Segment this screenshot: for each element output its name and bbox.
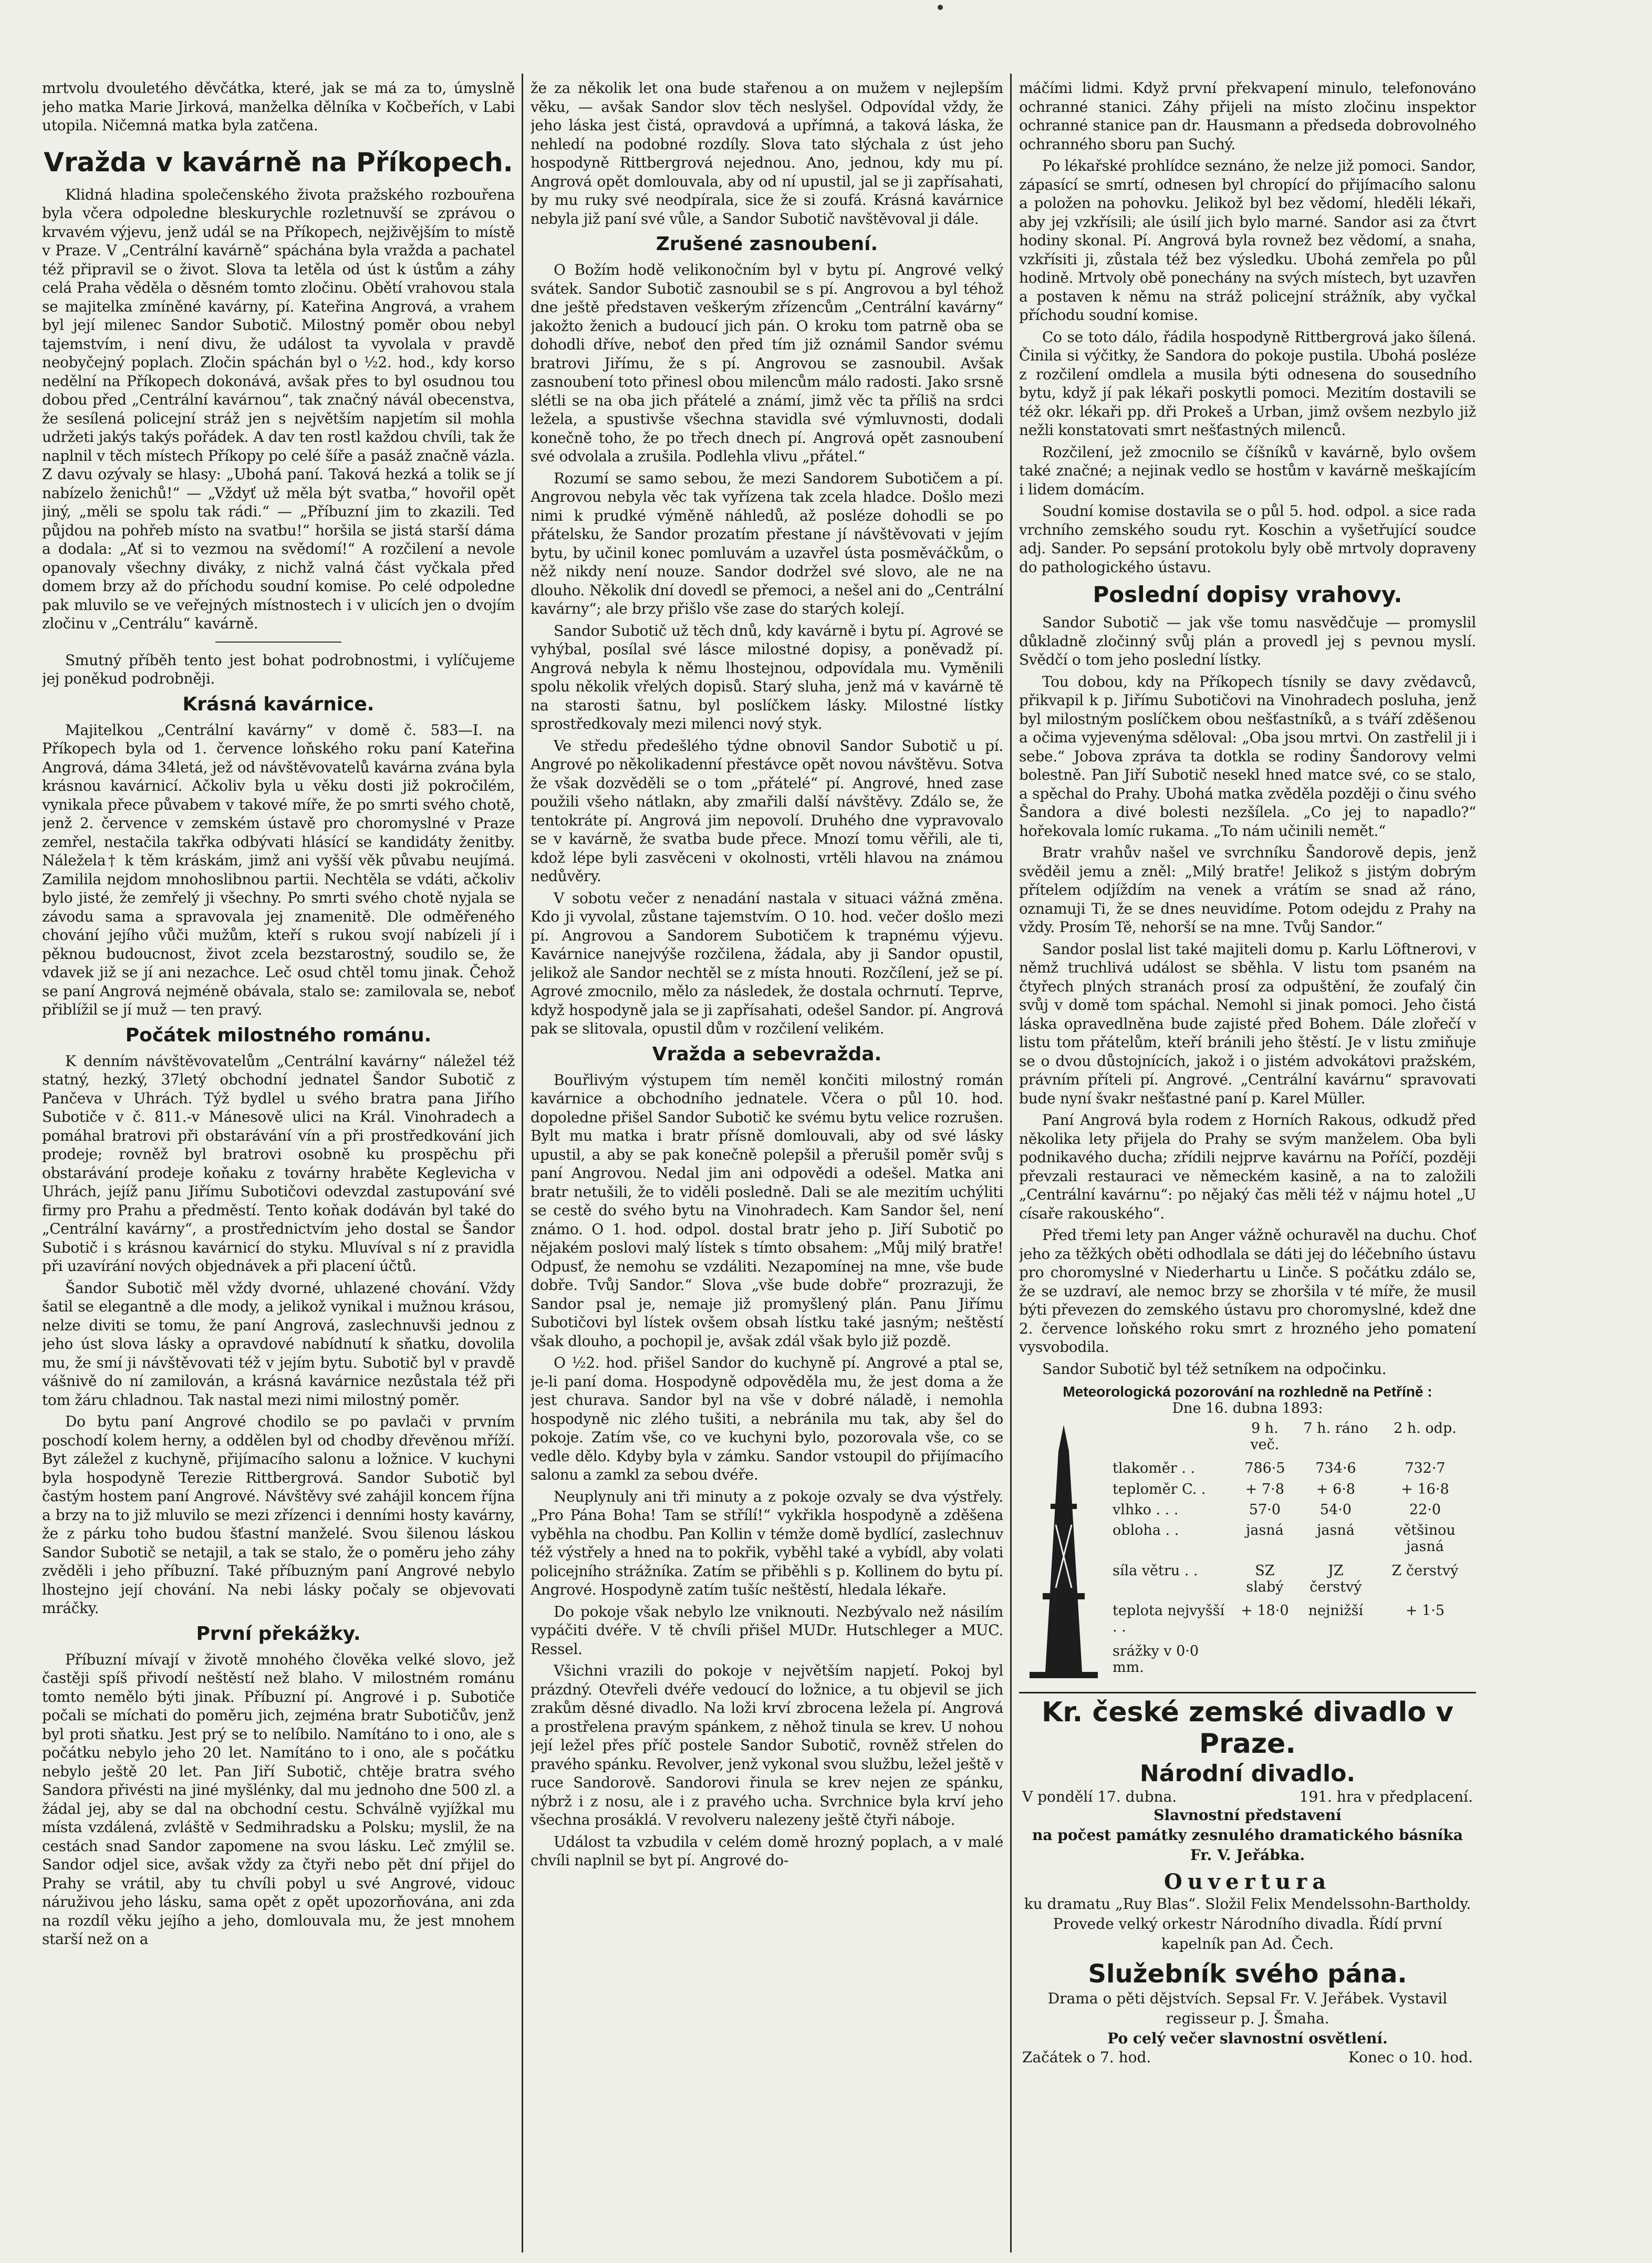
article-paragraph: Po lékařské prohlídce seznáno, že nelze již pomoci. Sandor, zápasící se smrtí, odnesen byl chropící do přijímacího salonu a položen na pohovku. Jelikož byl bez vědomí, hleděli lékaři, aby jej vzkřísili; ale úsilí jich bylo marné. Sandor asi za čtvrt hodiny skonal. Pí. Angrová byla rovnež bez vědomí, a snaha, vzkřísiti ji, zůstala též bez výsledku. Ubohá zemřela po půl hodině. Mrtvoly obě ponechány na svých místech, byt uzavřen a postaven k němu na stráž policejní strážník, aby vyčkal příchodu soudní komise.	[1019, 157, 1476, 324]
article-paragraph: Rozumí se samo sebou, že mezi Sandorem Subotičem a pí. Angrovou nebyla věc tak vyřízena tak zcela hladce. Došlo mezi nimi k prudké výměně náhledů, až posléze dohodli se po přátelsku, že Sandor prozatím přestane jí návštěvovati v jejím bytu, by učinil konec pomluvám a uzavřel ústa posměváčkům, o něž nikdy není nouze. Sandor dodržel své slovo, ale ne na dlouho. Několik dní dovedl se přemoci, a nešel ani do „Centrální kavárny“; ale brzy přišlo vše zase do starých kolejí.	[531, 469, 1003, 617]
article-paragraph: Všichni vrazili do pokoje v největším napjetí. Pokoj byl prázdný. Otevřeli dvéře vedoucí do ložnice, a tu objevil se jich zrakům děsné divadlo. Na loži krví zbrocena ležela pí. Angrová a prostřelena pravým spánkem, z něhož tinula se krev. U nohou její ležel přes příč postele Sandor Subotič, rovněž střelen do pravého spánku. Revolver, jenž vykonal svou službu, ležel ještě v ruce Sandorově. Sandorovi řinula se krev nejen ze spánku, nýbrž i z nosu, ale i z pravého ucha. Svrchnice byla krví jeho všechna prosáklá. V revolveru nalezeny ještě čtyři náboje.	[531, 1662, 1003, 1828]
subheading: Poslední dopisy vrahovy.	[1093, 582, 1402, 607]
weather-row-label: tlakoměr . .	[1113, 1460, 1196, 1477]
weather-cell: 57·0	[1249, 1502, 1281, 1518]
theatre-overture: Ouvertura	[1163, 1869, 1332, 1894]
weather-row-label: srážky v 0·0 mm.	[1113, 1642, 1199, 1676]
weather-cell: + 6·8	[1316, 1481, 1355, 1497]
weather-cell: SZ slabý	[1246, 1562, 1284, 1595]
article-paragraph: Bouřlivým výstupem tím neměl končiti milostný román kavárnice a obchodního jednatele. Včera o půl 10. hod. dopoledne přišel Sandor Subotič ke svému bytu velice rozrušen. Bylt mu matka i bratr přísně domlouvali, aby od své lásky upustil, a aby se pak konečně polepšil a přerušil poměr svůj s paní Angrovou. Nedal jim ani odpovědi a odešel. Matka ani bratr netušili, že to viděli posledně. Dali se ale mezitím uchýliti se cestě do svého bytu na Vinohradech. Kam Sandor šel, není známo. O 1. hod. odpol. dostal bratr jeho p. Jiří Subotič po nějakém poslovi malý lístek s tímto obsahem: „Můj milý bratře! Odpusť, že nemohu se vzdáliti. Nezapomínej na mne, vše bude dobře. Tvůj Sandor.“ Slova „vše bude dobře“ prozrazuji, že Sandor psal je, nemaje již promyšlený plán. Panu Jiřímu Subotičovi byl lístek ovšem obsah lístku také jasným; neštěstí však dlouho, a pochopil je, avšak zdál však bylo již pozdě.	[531, 1071, 1003, 1350]
weather-cell: 786·5	[1244, 1460, 1285, 1477]
article-paragraph: Sandor Subotič už těch dnů, kdy kavárně i bytu pí. Agrové se vyhýbal, posílal své lásce milostné dopisy, a poněvadž pí. Angrová nebyla k němu lhostejnou, odpovídala mu. Vyměnili spolu několik vřelých dopisů. Starý sluha, jenž má v kavárně tě na starosti šatnu, byl poslíčkem lásky. Milostné lístky sprostředkovaly mezi milenci nový styk.	[531, 622, 1003, 732]
theatre-special: Slavnostní představení	[1154, 1806, 1342, 1824]
theatre-title: Kr. české zemské divadlo v Praze.	[1041, 1697, 1453, 1760]
weather-col-head: 2 h. odp.	[1394, 1420, 1457, 1437]
weather-cell: + 7·8	[1245, 1481, 1284, 1497]
theatre-overture-line: Provede velký orkestr Národního divadla. Řídí první kapelník pan Ad. Čech.	[1053, 1915, 1442, 1952]
article-paragraph: O ½2. hod. přišel Sandor do kuchyně pí. Angrové a ptal se, je-li paní doma. Hospodyně odpověděla mu, že jest doma a že jest churava. Sandor byl na vše v dobré náladě, i nemohla hospodyně nic zlého tušiti, a nebránila mu tak, aby šel do pokoje. Zatím vše, co ve kuchyni bylo, pozorovala vše, co se vedle dělo. Kdyby byla v zámku. Sandor vstoupil do přijímacího salonu a zamkl za sebou dvéře.	[531, 1354, 1003, 1483]
article-paragraph: Příbuzní mívají v životě mnohého člověka velké slovo, jež častěji spíš přivodí neštěstí než blaho. V milostném románu tomto nemělo býti jinak. Příbuzní pí. Angrové i p. Subotiče počali se míchati do poměru jich, zejména bratr Subotičův, jenž byl proti sňatku. Jest prý se to nelíbilo. Namítáno to i ono, ale s počátku nebylo jeho 20 let. Namítáno to i ono, ale s počátku nebylo ještě 20 let. Pan Jiří Subotič, chtěje bratra svého Sandora přivésti na jiné myšlénky, dal mu jednoho dne 500 zl. a žádal jej, aby se dal na obchodní cestu. Schválně vyjížkal mu místa vzdálená, zvláště v Sedmihradsku a Polsku; myslil, že na cestách snad Sandor zapomene na svou lásku. Leč zmýlil se. Sandor odjel sice, avšak vždy za čtyři nebo pět dní přijel do Prahy se vrátil, aby tu chvíli pobyl u své Angrové, vidouc náruživou jeho lásku, sama opět z opět upozorňována, ani zda na rozdíl věku jejího a jeho, domlouvala mu, že jest mnohem starší než on a	[42, 1650, 515, 1948]
weather-row-label: obloha . .	[1113, 1522, 1179, 1539]
column-3	[1019, 79, 1476, 2249]
petrin-tower-icon	[1019, 1420, 1108, 1682]
weather-row-label: teplota nejvyšší . .	[1113, 1603, 1225, 1636]
weather-cell: většinou jasná	[1395, 1522, 1456, 1555]
article-paragraph: Před třemi lety pan Anger vážně ochuravěl na duchu. Choť jeho za těžkých oběti odhodlala se dáti jej do léčebního ústavu pro choromyslné v Niederhartu u Linče. S počátku zdálo se, že se uzdraví, ale nemoc brzy se zhoršila v té míře, že musil býti převezen do zemského ústavu pro choromyslné, kdež dne 2. července loňského roku smrt z hrozného jeho pomatení vysvobodila.	[1019, 1226, 1476, 1356]
weather-col-head: 9 h. več.	[1250, 1420, 1280, 1453]
article-paragraph: Klidná hladina společenského života pražského rozbouřena byla včera odpoledne bleskurychle rozletnuvší se zprávou o krvavém výjevu, jenž udál se na Příkopech, nejživějším to místě v Praze. V „Centrální kavárně“ spáchána byla vražda a pachatel též připravil se o život. Slova ta letěla od úst k ústům a záhy celá Praha věděla o děsném tomto zločinu. Obětí vrahovou stala se majitelka zmíněné kavárny, pí. Kateřina Angrová, a vrahem byl její milenec Sandor Subotič. Milostný poměr obou nebyl tajemstvím, i není divu, že událost ta vyvolala v pravdě neobyčejný poplach. Zločin spáchán byl o ½2. hod., kdy korso nedělní na Příkopech dokonává, avšak přes to byl osudnou tou dobou před „Centrální kavárnou“, tak značný návál obecenstva, že sesílená policejní stráž jen s největším napjetím sil mohla udržeti jakýs takýs pořádek. A dav ten rostl každou chvíli, tak že naplnil v těch místech Příkopy po celé šíře a pasáž značně vázla. Z davu ozývaly se hlasy: „Ubohá paní. Taková hezká a tolik se jí nabízelo ženichů!“ — „Vždyť už měla být svatba,“ hovořil opět jiný, „měli se spolu tak rádi.“ — „Příbuzní jim to zkazili. Teď půjdou na pohřeb místo na svatbu!“ horšila se jistá starší dáma a dodala: „Ať si to vezmou na svědomí!“ A rozčilení a nevole opanovaly všechny diváky, z nichž valná část vyčkala před domem brzy až do příchodu soudní komise. Po celé odpoledne pak mluvilo se ve veřejných místnostech i v ulicích jen o dvojím zločinu v „Centrálu“ kavárně.	[42, 185, 515, 632]
weather-cell: Z čerstvý	[1391, 1562, 1459, 1579]
weather-box	[1019, 1383, 1476, 1682]
weather-row-label: síla větru . .	[1113, 1562, 1198, 1579]
weather-cell: JZ čerstvý	[1310, 1562, 1362, 1595]
weather-table	[1108, 1420, 1476, 1682]
article-paragraph: Událost ta vzbudila v celém domě hrozný poplach, a v malé chvíli naplnil se byt pí. Angrové do-	[531, 1833, 1003, 1869]
weather-cell: + 18·0	[1241, 1603, 1289, 1619]
article-paragraph: Rozčilení, jež zmocnilo se číšníků v kavárně, bylo ovšem také značné; a nejinak vedlo se hostům v kavárně meškajícím i lidem domácím.	[1019, 443, 1476, 498]
article-paragraph: Tou dobou, kdy na Příkopech tísnily se davy zvědavců, přikvapil k p. Jiřímu Subotičovi na Vinohradech posluha, jenž byl milostným poslíčkem obou nešťastníků, a s tváří zděšenou a očima vyjevenýma sděloval: „Oba jsou mrtvi. On zastřelil ji i sebe.“ Jobova zpráva ta dotkla se rodiny Šandorovy velmi bolestně. Pan Jiří Subotič nesekl hned matce své, co se stalo, a spěchal do Prahy. Ubohá matka zvěděla později o činu svého Šandora a divé bolesti nezšílela. „Co jej to napadlo?“ hořekovala lomíc rukama. „To nám učinili nemět.“	[1019, 673, 1476, 840]
article-paragraph: Co se toto dálo, řádila hospodyně Rittbergrová jako šílená. Činila si výčitky, že Sandora do pokoje pustila. Ubohá posléze z rozčilení omdlela a musila býti odnesena do sousedního bytu, když jí pak lékaři poskytli pomoci. Mezitím dostavili se též okr. lékaři pp. dři Prokeš a Urban, jimž ovšem nezbylo již nežli konstatovati smrt nešťastných milenců.	[1019, 328, 1476, 439]
article-paragraph: V sobotu večer z nenadání nastala v situaci vážná změna. Kdo ji vyvolal, zůstane tajemstvím. O 10. hod. večer došlo mezi pí. Angrovou a Sandorem Subotičem k trapnému výjevu. Kavárnice nanejvýše rozčilena, žádala, aby ji Sandor opustil, jelikož ale Sandor nechtěl se z místa hnouti. Rozčílení, jež se pí. Agrové zmocnilo, mělo za následek, že dostala ochrnutí. Teprve, když hospodyně jala se ji zapřísahati, odešel Sandor. pí. Angrová pak se slitovala, opustil dům v rozčilení velikém.	[531, 889, 1003, 1037]
theatre-play-title: Služebník svého pána.	[1088, 1959, 1407, 1989]
weather-cell: jasná	[1245, 1522, 1284, 1539]
subheading: Vražda a sebevražda.	[652, 1043, 882, 1065]
article-paragraph: Bratr vrahův našel ve svrchníku Šandorově depis, jenž svěděil jemu a zněl: „Milý bratře! Jelikož s jistým dobrým přítelem odjíždím na venek a vrátím se snad až ráno, oznamuji Ti, že se dnes neuvidíme. Potom odejdu z Prahy na vždy. Prosím Tě, nehorší se na mne. Tvůj Sandor.“	[1019, 844, 1476, 936]
article-paragraph: Majitelkou „Centrální kavárny“ v domě č. 583—I. na Příkopech byla od 1. července loňského roku paní Kateřina Angrová, dáma 34letá, jež od návštěvovatelů kavárna zvána byla krásnou kavárnicí. Ačkoliv byla u věku dosti již pokročilém, vynikala přece půvabem v takové míře, že po smrti svého chotě, jenž 2. července v zemském ústavě pro choromyslné v Praze zemřel, nestačila takřka odbývati hlásící se kandidáty ženitby. Náležela† k těm kráskám, jimž ani vyšší věk půvabu neujímá. Zamilila nejdom mnohoslibnou partii. Nechtěla se vdáti, ačkoliv bylo jisté, že zemřelý ji všechny. Po smrti svého chotě nyjala se závodu sama a spravovala jej znamenitě. Dle odměřeného chování jejího vůči mužům, kteří s rukou svojí nabízeli jí i pěknou budoucnost, život zcela bezstarostný, soudilo se, že vdavek již se jí ani nezachce. Leč osud chtěl tomu jinak. Čehož se paní Angrová nejméně obávala, stalo se: zamilovala se, neboť přiblížil se jí muž — ten pravý.	[42, 721, 515, 1018]
column-rule	[1010, 74, 1012, 2252]
weather-cell	[1297, 1642, 1374, 1682]
theatre-honoree: Fr. V. Jeřábka.	[1190, 1846, 1305, 1864]
weather-cell: nejnižší	[1308, 1603, 1364, 1619]
theatre-date: V pondělí 17. dubna.	[1022, 1788, 1177, 1805]
weather-date: Dne 16. dubna 1893:	[1172, 1400, 1323, 1417]
column-rule	[522, 74, 523, 2252]
article-paragraph: Neuplynuly ani tři minuty a z pokoje ozvaly se dva výstřely. „Pro Pána Boha! Tam se střílí!“ vykřikla hospodyně a zděšena vyběhla na chodbu. Pan Kollin v témže domě bydlící, zaslechnuv též výstřely a hned na to pokřik, vyběhl také a vybídl, aby volati policejního strážníka. Zatím se přiběhli s p. Kollinem do bytu pí. Angrové. Hospodyně zatím tušíc neštěstí, hledala lékaře.	[531, 1487, 1003, 1598]
weather-cell: 732·7	[1405, 1460, 1446, 1477]
headline-vrazda: Vražda v kavárně na Příkopech.	[44, 147, 513, 178]
column-2	[531, 79, 1003, 2249]
theatre-note: Po celý večer slavnostní osvětlení.	[1107, 2030, 1388, 2047]
article-paragraph: O Božím hodě velikonočním byl v bytu pí. Angrové velký svátek. Sandor Subotič zasnoubil se s pí. Angrovou a byl téhož dne ještě představen veškerým zřízencům „Centrální kavárny“ jakožto ženich a budoucí jich pán. O kroku tom patrně oba se dohodli dříve, neboť den před tím již oznámil Sandor svému bratrovi Jiřímu, že s pí. Angrovou se zasnoubil. Avšak zasnoubení toto přinesl obou milencům málo radosti. Jako srsně slétli se na oba jich přátelé a známí, jimž věc ta příliš na srdci ležela, a spustivše všechna stavidla své výmluvnosti, dodali konečně toho, že po třech dnech pí. Angrová opět zasnoubení své odvolala a zrušila. Podlehla vlivu „přátel.“	[531, 261, 1003, 465]
weather-cell: 734·6	[1315, 1460, 1356, 1477]
article-paragraph: Sandor Subotič — jak vše tomu nasvědčuje — promyslil důkladně zločinný svůj plán a provedl jej s pevnou myslí. Svědčí o tom jeho poslední lístky.	[1019, 614, 1476, 668]
article-paragraph: máčími lidmi. Když první překvapení minulo, telefonováno ochranné stanici. Záhy přijeli na místo zločinu inspektor ochranné stanice pan dr. Hausmann a předseda dobrovolného ochranného sboru pan Suchý.	[1019, 79, 1476, 153]
article-paragraph: Sandor Subotič byl též setníkem na odpočinku.	[1042, 1360, 1387, 1378]
theatre-announcement	[1019, 1692, 1476, 2066]
theatre-start: Začátek o 7. hod.	[1022, 2049, 1151, 2066]
article-paragraph: Ve středu předešlého týdne obnovil Sandor Subotič u pí. Angrové po několikadenní přestávce opět novou návštěvu. Sotva že však dozvěděli se o tom „přátelé“ pí. Angrové, hned zase použili všeho nátlakn, aby zmařili další návštěvy. Zdálo se, že tentokráte pí. Angrová jim nepovolí. Druhého dne vypravovalo se v kavárně, že svatba bude přece. Mnozí tomu věřili, ale ti, kdož lépe byli zasvěceni v okolnosti, vrtěli hlavou na známou nedůvěry.	[531, 737, 1003, 885]
article-paragraph: Sandor poslal list také majiteli domu p. Karlu Löftnerovi, v němž truchlivá událost se sběhla. V listu tom psaném na čtyřech plných stranách prosí za odpuštění, že zoufalý čin svůj v domě tom spáchal. Nemohl si jinak pomoci. Jeho čistá láska opravedlněna bude zajisté před Bohem. Dále zlořečí v listu tom přátelům, kteří bránili jeho štěstí. Je v listu zmiňuje se o dvou důstojnících, jakož i o jistém advokátovi pražském, právním příteli pí. Angrové. „Centrální kavárnu“ spravovati bude nyní švakr nešťastné paní p. Karel Müller.	[1019, 940, 1476, 1107]
article-paragraph: Paní Angrová byla rodem z Horních Rakous, odkudž před několika lety přijela do Prahy se svým manželem. Oba byli podnikavého ducha; zřídili nejprve kavárnu na Poříčí, později převzali restauraci ve německém kasině, a na to založili „Centrální kavárnu“: po nějaký čas měli též v nájmu hotel „U císaře rakouského“.	[1019, 1111, 1476, 1222]
theatre-subtitle: Národní divadlo.	[1139, 1760, 1356, 1787]
weather-title: Meteorologická pozorování na rozhledně na Petříně :	[1063, 1383, 1432, 1400]
theatre-overture-line: ku dramatu „Ruy Blas“. Složil Felix Mendelssohn-Bartholdy.	[1024, 1895, 1471, 1913]
article-paragraph: mrtvolu dvouletého děvčátka, které, jak se má za to, úmyslně jeho matka Marie Jirková, manželka dělníka v Kočbeřích, v Labi utopila. Ničemná matka byla zatčena.	[42, 79, 515, 134]
weather-cell: 54·0	[1319, 1502, 1352, 1518]
theatre-honor: na počest památky zesnulého dramatického básníka	[1032, 1826, 1463, 1844]
weather-cell: + 1·5	[1405, 1603, 1445, 1619]
article-paragraph: Soudní komise dostavila se o půl 5. hod. odpol. a sice rada vrchního zemského soudu ryt. Koschin a vyšetřující soudce adj. Sander. Po sepsání protokolu byly obě mrtvoly dopraveny do pathologického ústavu.	[1019, 502, 1476, 576]
page-mark	[935, 3, 946, 11]
weather-row-label: teploměr C. .	[1113, 1481, 1206, 1497]
weather-cell	[1232, 1642, 1297, 1682]
theatre-performance: 191. hra v předplacení.	[1299, 1788, 1473, 1805]
theatre-end: Konec o 10. hod.	[1348, 2049, 1473, 2066]
subheading: Počátek milostného románu.	[125, 1024, 432, 1046]
article-paragraph: Smutný příběh tento jest bohat podrobnostmi, i vylíčujeme jej poněkud podrobněji.	[42, 651, 515, 687]
weather-cell: jasná	[1317, 1522, 1355, 1539]
article-paragraph: Do bytu paní Angrové chodilo se po pavlači v prvním poschodí kolem herny, a oddělen byl od chodby dřevěnou mříží. Byt záležel z kuchyně, přijímacího salonu a ložnice. V kuchyni byla hospodyně Terezie Rittbergrová. Sandor Subotič byl častým hostem paní Angrové. Návštěvy své zahájil koncem října a brzy na to již mluvilo se mezi zřízenci i denními hosty kavárny, že z párku toho budou šťastní manželé. Svou šilenou láskou Sandor Subotič se netajil, a tak se stalo, že o poměru jeho záhy zvěděli i jeho příbuzní. Také příbuzným paní Angrové nebylo lhostejno její chování. Na nebi lásky počaly se objevovati mráčky.	[42, 1413, 515, 1617]
article-paragraph: Šandor Subotič měl vždy dvorné, uhlazené chování. Vždy šatil se elegantně a dle mody, a jelikož vynikal i mužnou krásou, nelze diviti se tomu, že paní Angrová, zaslechnuvši jednou z jeho úst slova lásky a opravdové nabídnutí k sňatku, dovolila mu, že smí ji návštěvovati též v jejím bytu. Subotič byl v pravdě vášnivě do ní zamilován, a krásná kavárnice nezůstala též při tom žáru chladnou. Tak nastal mezi nimi milostný poměr.	[42, 1279, 515, 1409]
divider	[215, 642, 341, 643]
column-1	[42, 79, 515, 2249]
subheading: Krásná kavárnice.	[182, 693, 375, 715]
article-paragraph: K denním návštěvovatelům „Centrální kavárny“ náležel též statný, hezký, 37letý obchodní jednatel Šandor Subotič z Pančeva v Uhrách. Týž bydlel u svého bratra pana Jiřího Subotiče v č. 811.-v Mánesově ulici na Král. Vinohradech a pomáhal bratrovi při obstarávání vín a při prostředkování jich prodeje; rovněž byl bratrovi osobně ku prospěchu při obstarávání prodeje koňaku z továrny hraběte Keglevicha v Uhrách, jejíž panu Jiřímu Subotičovi odevzdal zastupování své firmy pro Prahu a předměstí. Tento koňak dodáván byl také do „Centrální kavárny“, a prostřednictvím jeho dostal se Šandor Subotič i s krásnou kavárnicí do styku. Mluvíval s ní z pravidla při uzavírání nových objednávek a při placení účtů.	[42, 1052, 515, 1275]
weather-col-head: 7 h. ráno	[1303, 1420, 1368, 1437]
article-paragraph: že za několik let ona bude stařenou a on mužem v nejlepším věku, — avšak Sandor slov těch neslyšel. Odpovídal vždy, že jeho láska jest čistá, opravdová a upřímná, a taková láska, že nehledí na podobné rozdíly. Slova tato slýchala z úst jeho hospodyně Rittbergrová nejednou. Ano, jednou, kdy mu pí. Angrová opět domlouvala, aby od ní upustil, jal se ji zapřísahati, by mu ruky své neodpírala, sice že si zoufá. Krásná kavárnice nebyla již paní své vůle, a Sandor Subotič navštěvoval ji dále.	[531, 79, 1003, 228]
article-paragraph: Do pokoje však nebylo lze vniknouti. Nezbývalo než násilím vypáčiti dvéře. V tě chvíli přišel MUDr. Hutschleger a MUC. Ressel.	[531, 1603, 1003, 1658]
theatre-play-desc: Drama o pěti dějstvích. Sepsal Fr. V. Jeřábek. Vystavil regisseur p. J. Šmaha.	[1047, 1990, 1448, 2027]
weather-cell: 22·0	[1409, 1502, 1441, 1518]
weather-row-label: vlhko . . .	[1113, 1502, 1179, 1518]
subheading: Zrušené zasnoubení.	[656, 233, 878, 255]
weather-cell	[1374, 1642, 1476, 1682]
weather-cell: + 16·8	[1401, 1481, 1449, 1497]
subheading: První překážky.	[196, 1623, 361, 1645]
